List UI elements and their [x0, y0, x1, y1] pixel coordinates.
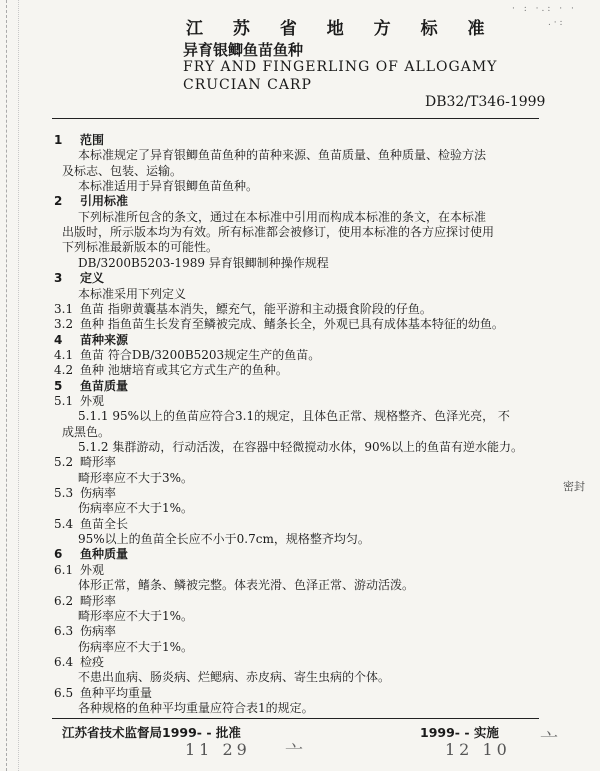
- clause-text: 检疫: [80, 654, 105, 669]
- clause-text: 苗种来源: [80, 332, 129, 347]
- clause-line: [54, 655, 104, 670]
- scan-speckle: · : ·.: · ·: [512, 4, 577, 14]
- clause-text: 鱼种 池塘培育或其它方式生产的鱼种。: [80, 363, 288, 378]
- clause-text: 鱼种质量: [80, 547, 129, 562]
- paragraph-line: 本标准规定了异育银鲫鱼苗鱼种的苗种来源、鱼苗质量、鱼种质量、检验方法: [78, 148, 487, 163]
- section-heading: [54, 379, 128, 394]
- clause-line: [54, 594, 116, 609]
- paragraph-line: 5.1.1 95%以上的鱼苗应符合3.1的规定，且体色正常、规格整齐、色泽光亮， 不: [78, 409, 510, 424]
- clause-line: [54, 486, 116, 501]
- clause-line: [54, 624, 116, 639]
- paragraph-line: 成黑色。: [62, 424, 111, 439]
- paragraph-line: 各种规格的鱼种平均重量应符合表1的规定。: [78, 700, 314, 715]
- section-heading: [54, 271, 104, 286]
- paragraph-line: 不患出血病、肠炎病、烂鳃病、赤皮病、寄生虫病的个体。: [78, 670, 391, 685]
- clause-number: 6.1: [54, 562, 74, 577]
- paragraph-line: 下列标准所包含的条文，通过在本标准中引用而构成本标准的条文，在本标准: [78, 209, 487, 224]
- clause-line: [54, 686, 152, 701]
- binding-edge-dotted-line: [18, 0, 19, 771]
- section-heading: [54, 547, 128, 562]
- handwritten-approval-date: 11 29: [185, 740, 251, 759]
- clause-number: 3.2: [54, 317, 74, 332]
- standard-code: DB32/T346-1999: [425, 94, 546, 110]
- paragraph-line: 本标准适用于异育银鲫鱼苗鱼种。: [78, 179, 259, 194]
- paragraph-line: 畸形率应不大于1%。: [78, 608, 194, 623]
- clause-text: 畸形率: [80, 455, 117, 470]
- paragraph-line: 体形正常，鳍条、鳞被完整。体表光滑、色泽正常、游动活泼。: [78, 578, 415, 593]
- clause-number: 6: [54, 547, 63, 562]
- clause-number: 5: [54, 378, 63, 393]
- clause-number: 6.4: [54, 654, 74, 669]
- clause-text: 外观: [80, 393, 105, 408]
- clause-text: 伤病率: [80, 624, 117, 639]
- clause-line: [54, 317, 504, 332]
- clause-text: 畸形率: [80, 593, 117, 608]
- paragraph-line: 伤病率应不大于1%。: [78, 501, 194, 516]
- clause-text: 鱼苗 符合DB/3200B5203规定生产的鱼苗。: [80, 347, 321, 362]
- clause-number: 1: [54, 133, 63, 147]
- paragraph-line: 5.1.2 集群游动，行动活泼，在容器中轻微搅动水体，90%以上的鱼苗有逆水能力。: [78, 440, 524, 454]
- footer-rule: [52, 718, 539, 719]
- clause-text: 范围: [80, 133, 105, 147]
- paragraph-line: 畸形率应不大于3%。: [78, 470, 194, 485]
- stamp-mark: 亠: [285, 742, 303, 763]
- clause-number: 4: [54, 332, 63, 347]
- paragraph-line: 本标准采用下列定义: [78, 286, 187, 301]
- english-title-line-2: CRUCIAN CARP: [183, 77, 312, 93]
- standard-title: 江 苏 省 地 方 标 准: [186, 19, 497, 39]
- clause-text: 定义: [80, 271, 105, 286]
- implementation-line: 1999- - 实施: [420, 725, 499, 740]
- paragraph-line: 下列标准最新版本的可能性。: [62, 240, 219, 255]
- margin-handwritten-note: 密封: [563, 480, 585, 493]
- section-heading: [54, 194, 128, 209]
- binding-edge-line: [6, 0, 7, 771]
- clause-number: 5.4: [54, 516, 74, 531]
- clause-number: 3.1: [54, 301, 74, 316]
- clause-line: [54, 302, 432, 317]
- clause-number: 2: [54, 194, 63, 209]
- clause-text: 鱼苗 指卵黄囊基本消失，鳔充气，能平游和主动摄食阶段的仔鱼。: [80, 301, 432, 316]
- clause-number: 4.2: [54, 363, 74, 378]
- section-heading: [54, 333, 128, 348]
- clause-text: 鱼种平均重量: [80, 685, 153, 700]
- clause-number: 5.1: [54, 393, 74, 408]
- stamp-mark: 亠: [540, 730, 558, 751]
- paragraph-line: DB/3200B5203-1989 异育银鲫制种操作规程: [78, 255, 329, 270]
- paragraph-line: 及标志、包装、运输。: [62, 163, 183, 178]
- clause-number: 5.2: [54, 455, 74, 470]
- clause-number: 4.1: [54, 347, 74, 362]
- approval-line: 江苏省技术监督局1999- - 批准: [62, 725, 241, 740]
- clause-line: [54, 348, 320, 363]
- paragraph-line: 出版时，所示版本均为有效。所有标准都会被修订，使用本标准的各方应探讨使用: [62, 225, 495, 240]
- clause-line: [54, 517, 128, 532]
- clause-number: 5.3: [54, 486, 74, 501]
- clause-number: 3: [54, 271, 63, 286]
- clause-text: 伤病率: [80, 486, 117, 501]
- clause-line: [54, 394, 104, 409]
- clause-text: 引用标准: [80, 194, 129, 209]
- paragraph-line: 95%以上的鱼苗全长应不小于0.7cm，规格整齐均匀。: [78, 532, 370, 547]
- clause-line: [54, 563, 104, 578]
- header-rule: [52, 118, 539, 119]
- clause-text: 鱼苗质量: [80, 378, 129, 393]
- clause-text: 鱼种 指鱼苗生长发育至鳞被完成、鳍条长全，外观已具有成体基本特征的幼鱼。: [80, 317, 504, 332]
- clause-line: [54, 363, 288, 378]
- standard-subtitle: 异育银鲫鱼苗鱼种: [183, 41, 304, 59]
- clause-text: 外观: [80, 562, 105, 577]
- english-title-line-1: FRY AND FINGERLING OF ALLOGAMY: [183, 59, 498, 75]
- clause-line: [54, 455, 116, 470]
- paragraph-line: 伤病率应不大于1%。: [78, 639, 194, 654]
- clause-text: 鱼苗全长: [80, 516, 129, 531]
- clause-number: 6.2: [54, 593, 74, 608]
- scan-speckle: . · :: [548, 18, 563, 28]
- clause-number: 6.5: [54, 685, 74, 700]
- clause-number: 6.3: [54, 624, 74, 639]
- section-heading: [54, 133, 104, 148]
- handwritten-implementation-date: 12 10: [445, 740, 511, 759]
